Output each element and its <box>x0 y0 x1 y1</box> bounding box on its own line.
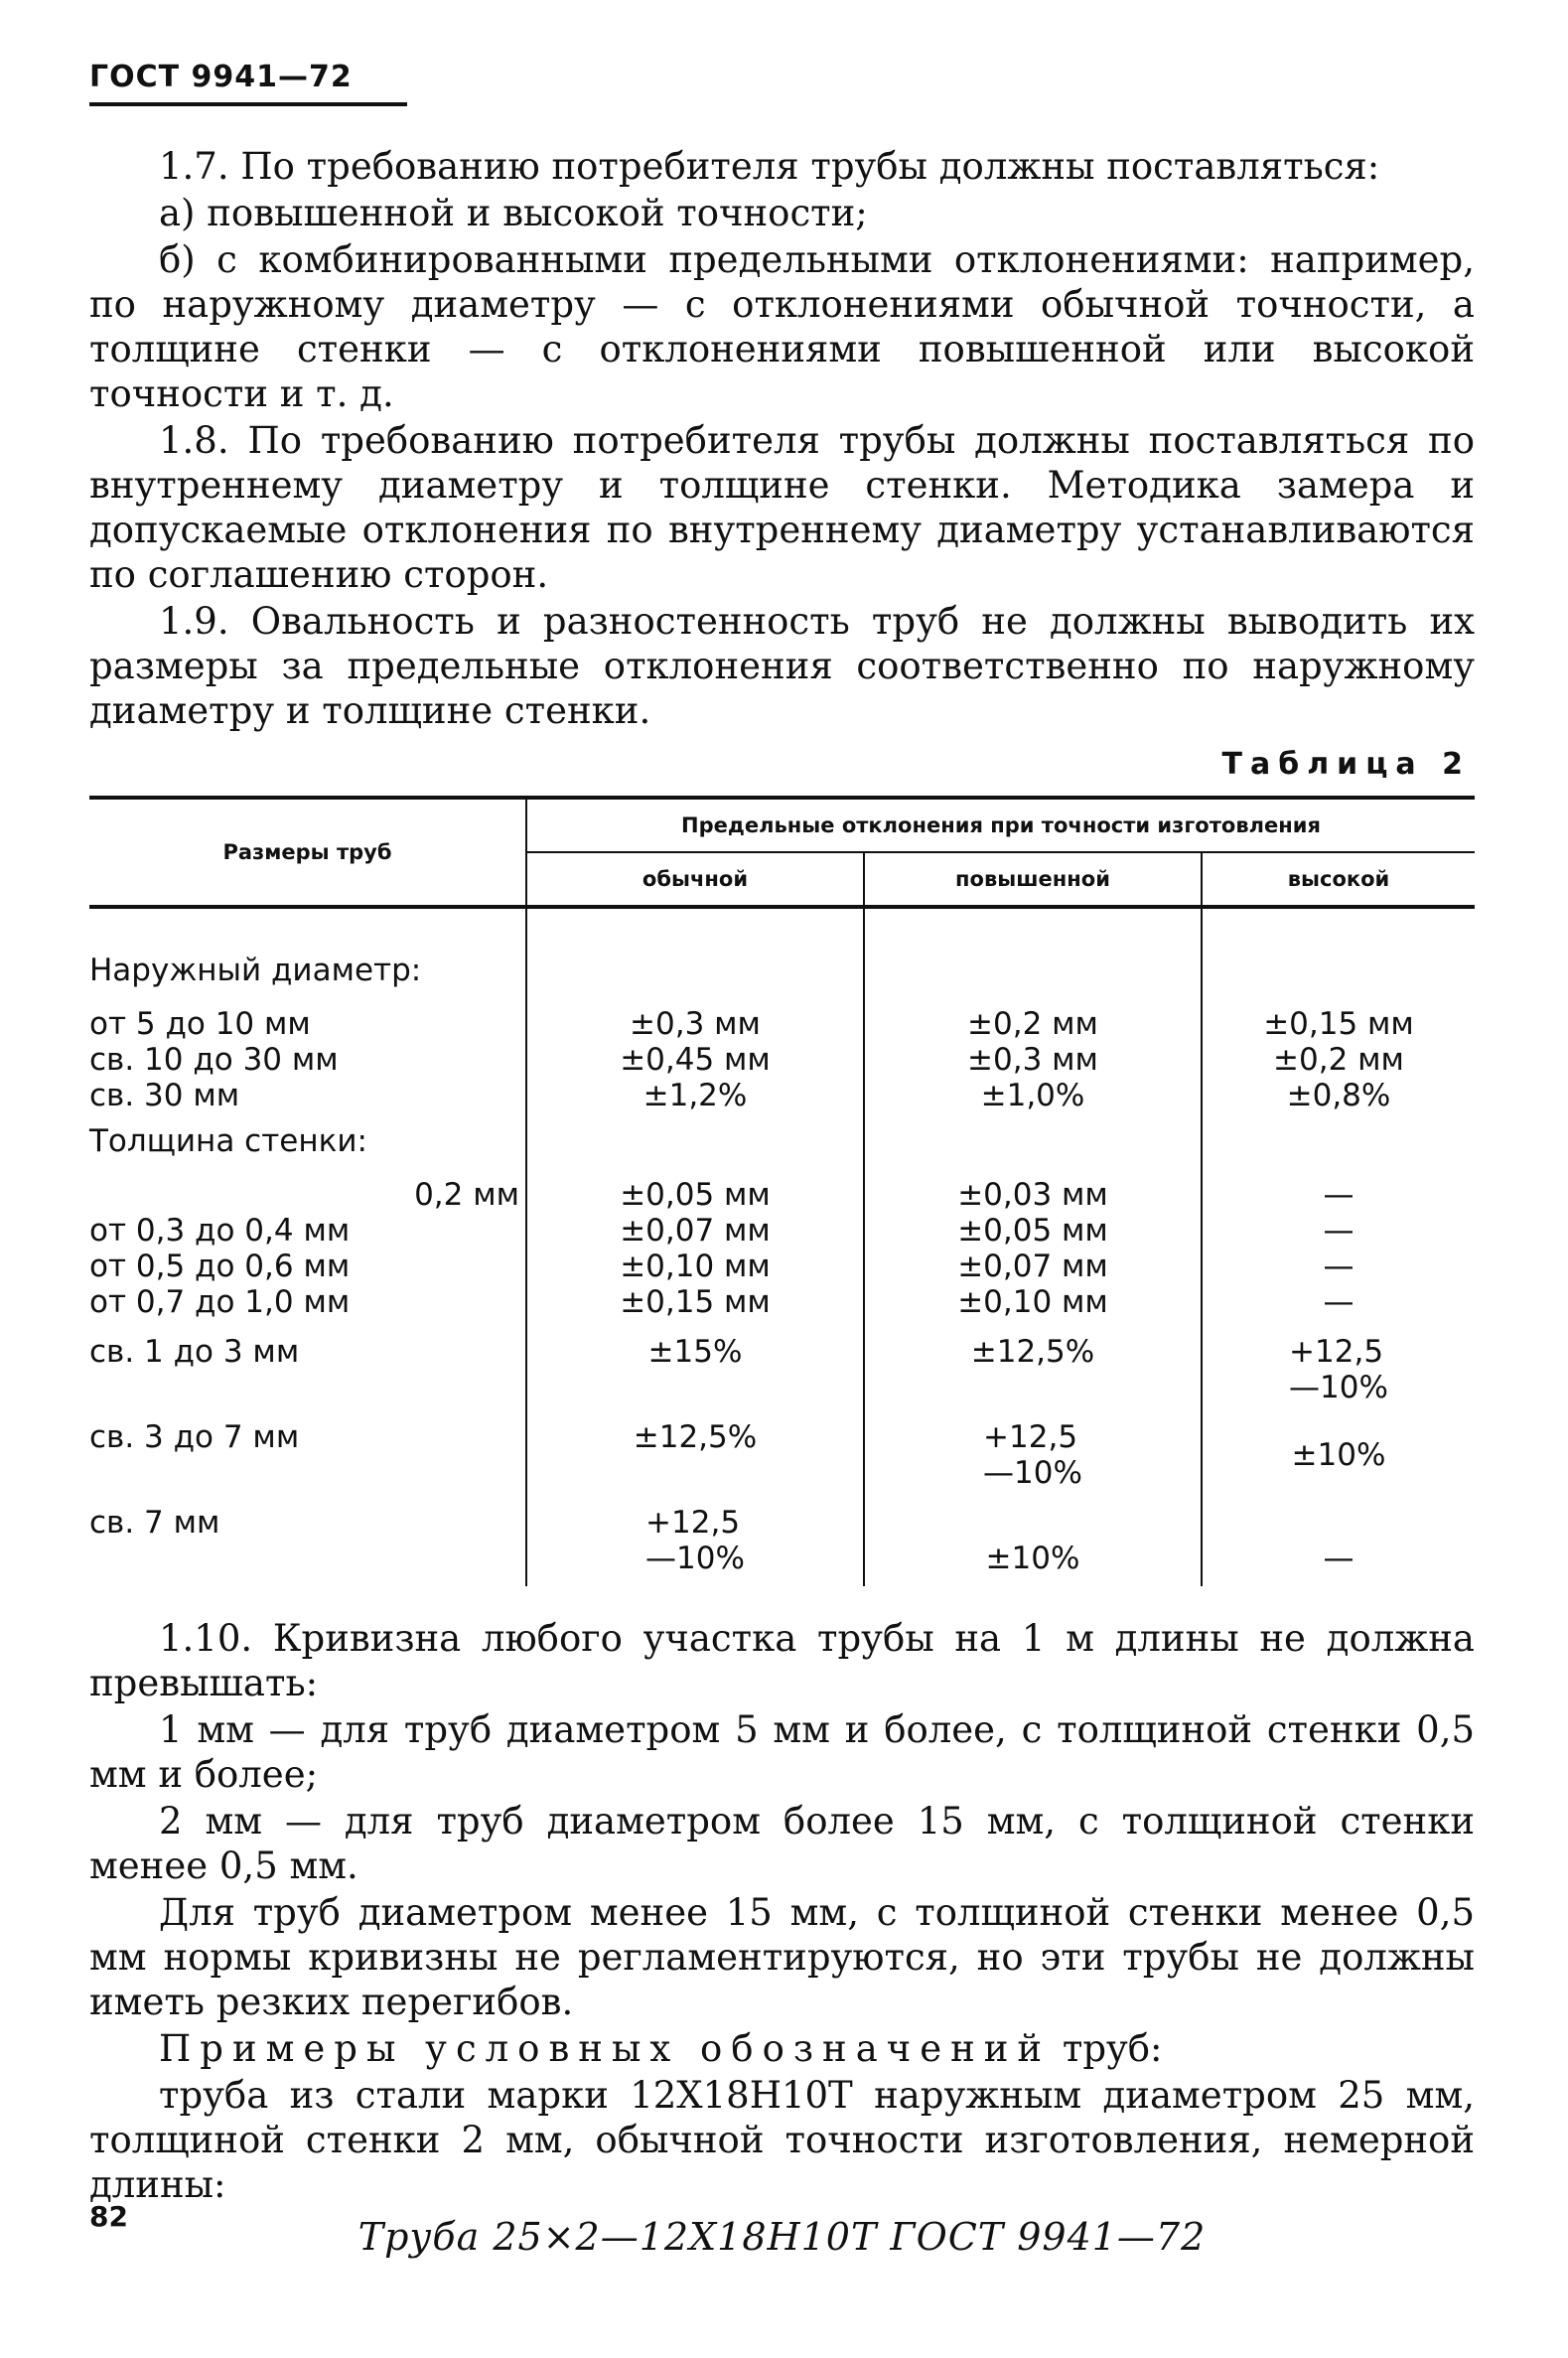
table-row <box>89 1405 1475 1491</box>
cell-increased: ±0,03 мм <box>864 1163 1202 1213</box>
cell-increased-line1: +12,5 <box>983 1419 1078 1455</box>
paragraph-1-8: 1.8. По требованию потребителя трубы должны поставляться по внутреннему диаметру и толщине стенки. Методика замера и допускаемые отклонения по внутреннему диаметру устанавливаются по соглашению сторон. <box>89 419 1475 596</box>
cell-increased-line2: —10% <box>983 1455 1082 1491</box>
header-col-increased: повышенной <box>864 852 1202 907</box>
cell-increased: ±0,07 мм <box>864 1249 1202 1284</box>
cell-high: — <box>1202 1491 1475 1586</box>
examples-heading <box>89 2026 1475 2071</box>
cell-increased <box>864 1405 1202 1491</box>
page-number: 82 <box>89 2200 128 2233</box>
cell-high <box>1202 1320 1475 1405</box>
section-outer-diameter: Наружный диаметр: <box>89 953 422 988</box>
cell-size: св. 1 до 3 мм <box>89 1334 300 1370</box>
cell-normal: ±15% <box>526 1320 864 1405</box>
cell-high: — <box>1202 1249 1475 1284</box>
document-header: ГОСТ 9941—72 <box>89 60 407 106</box>
table-row <box>89 1213 1475 1249</box>
paragraph-1mm: 1 мм — для труб диаметром 5 мм и более, с толщиной стенки 0,5 мм и более; <box>89 1708 1475 1796</box>
table-row <box>89 1284 1475 1320</box>
cell-increased: ±10% <box>864 1491 1202 1586</box>
cell-size: от 0,3 до 0,4 мм <box>89 1213 351 1249</box>
cell-size: от 0,5 до 0,6 мм <box>89 1249 351 1284</box>
cell-increased: ±0,10 мм <box>864 1284 1202 1320</box>
section-wall-thickness: Толщина стенки: <box>89 1123 367 1159</box>
paragraph-1-10: 1.10. Кривизна любого участка трубы на 1 м длины не должна превышать: <box>89 1617 1475 1704</box>
section-curvature <box>89 1616 1475 2207</box>
cell-high: — <box>1202 1213 1475 1249</box>
cell-size: от 5 до 10 мм <box>89 1006 311 1042</box>
table-row <box>89 1163 1475 1213</box>
cell-high: — <box>1202 1163 1475 1213</box>
examples-heading-tail: труб: <box>1062 2027 1163 2070</box>
paragraph-1-7-a: а) повышенной и высокой точности; <box>159 192 868 234</box>
cell-normal: ±12,5% <box>526 1405 864 1491</box>
header-col-normal: обычной <box>526 852 864 907</box>
table-row <box>89 1320 1475 1405</box>
cell-high: — <box>1202 1284 1475 1320</box>
cell-size: св. 3 до 7 мм <box>89 1419 300 1455</box>
header-sizes: Размеры труб <box>89 798 526 907</box>
header-col-high: высокой <box>1202 852 1475 907</box>
section-requirements <box>89 144 1475 733</box>
cell-normal: ±0,3 мм <box>526 992 864 1042</box>
cell-size: св. 30 мм <box>89 1078 240 1113</box>
tolerance-table <box>89 796 1475 1586</box>
table-row <box>89 1491 1475 1586</box>
header-group: Предельные отклонения при точности изготовления <box>526 798 1475 852</box>
examples-heading-spaced: Примеры условных обозначений <box>159 2027 1052 2070</box>
table-caption: Таблица 2 <box>1221 747 1471 782</box>
example-designation: Труба 25×2—12Х18Н10Т ГОСТ 9941—72 <box>357 2215 1207 2259</box>
cell-increased: ±0,3 мм <box>864 1042 1202 1078</box>
paragraph-1-7-b: б) с комбинированными предельными отклонениями: например, по наружному диаметру — с отклонениями обычной точности, а толщине стенки — с отклонениями повышенной или высокой точности и т. д. <box>89 238 1475 415</box>
cell-normal: ±0,45 мм <box>526 1042 864 1078</box>
cell-high-line1: +12,5 <box>1289 1334 1384 1370</box>
table-row <box>89 1078 1475 1113</box>
paragraph-2mm: 2 мм — для труб диаметром более 15 мм, с толщиной стенки менее 0,5 мм. <box>89 1800 1475 1887</box>
table-row <box>89 1042 1475 1078</box>
cell-normal: ±0,10 мм <box>526 1249 864 1284</box>
cell-normal: ±0,15 мм <box>526 1284 864 1320</box>
cell-increased: ±1,0% <box>864 1078 1202 1113</box>
cell-normal-line1: +12,5 <box>645 1505 741 1541</box>
paragraph-1-7: 1.7. По требованию потребителя трубы должны поставляться: <box>159 145 1380 188</box>
cell-increased: ±0,2 мм <box>864 992 1202 1042</box>
cell-size: 0,2 мм <box>414 1177 519 1213</box>
table-row <box>89 1249 1475 1284</box>
cell-high: ±10% <box>1202 1405 1475 1491</box>
cell-increased: ±0,05 мм <box>864 1213 1202 1249</box>
cell-increased: ±12,5% <box>864 1320 1202 1405</box>
cell-high-line2: —10% <box>1289 1370 1388 1405</box>
document-page <box>89 60 1475 2259</box>
paragraph-1-9: 1.9. Овальность и разностенность труб не должны выводить их размеры за предельные отклонения соответственно по наружному диаметру и толщине стенки. <box>89 600 1475 732</box>
cell-normal: ±0,05 мм <box>526 1163 864 1213</box>
cell-high: ±0,8% <box>1202 1078 1475 1113</box>
cell-high: ±0,15 мм <box>1202 992 1475 1042</box>
cell-size: св. 10 до 30 мм <box>89 1042 339 1078</box>
cell-normal <box>526 1491 864 1586</box>
cell-high: ±0,2 мм <box>1202 1042 1475 1078</box>
cell-size: св. 7 мм <box>89 1505 220 1541</box>
example-text: труба из стали марки 12Х18Н10Т наружным диаметром 25 мм, толщиной стенки 2 мм, обычной точности изготовления, немерной длины: <box>89 2074 1475 2206</box>
cell-normal-line2: —10% <box>645 1541 745 1576</box>
cell-size: от 0,7 до 1,0 мм <box>89 1284 351 1320</box>
table-row <box>89 992 1475 1042</box>
cell-normal: ±0,07 мм <box>526 1213 864 1249</box>
paragraph-small-pipes: Для труб диаметром менее 15 мм, с толщиной стенки менее 0,5 мм нормы кривизны не регламентируются, но эти трубы не должны иметь резких перегибов. <box>89 1891 1475 2023</box>
cell-normal: ±1,2% <box>526 1078 864 1113</box>
